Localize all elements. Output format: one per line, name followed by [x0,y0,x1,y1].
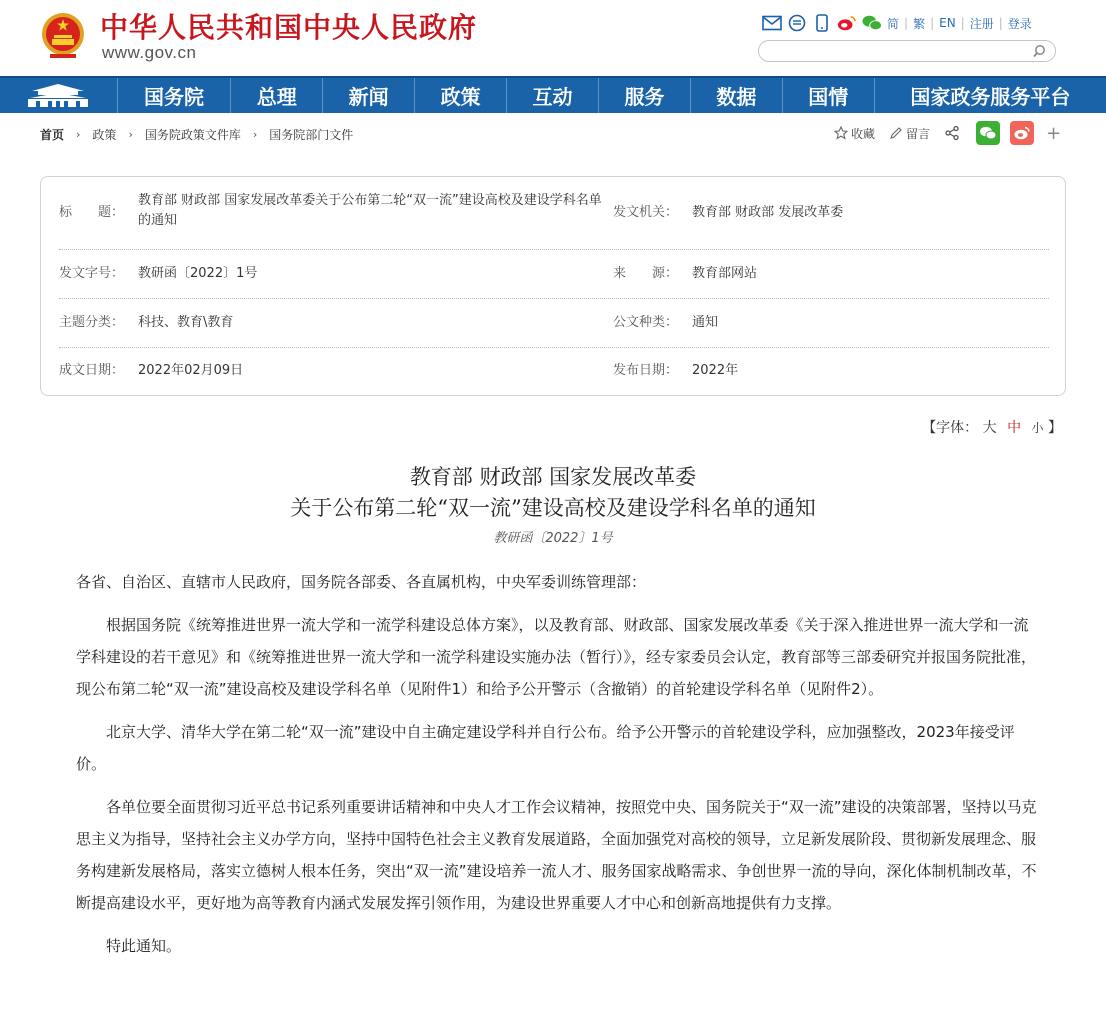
created-date-value: 2022年02月09日 [138,363,244,378]
share-wechat-button[interactable] [976,121,1000,145]
nav-item-interaction[interactable]: 互动 [507,78,599,113]
weibo-icon[interactable] [837,13,857,33]
chevron-right-icon: › [252,127,258,141]
wechat-icon [979,126,997,140]
register-link[interactable]: 注册 [969,16,994,31]
article-paragraph: 各单位要全面贯彻习近平总书记系列重要讲话精神和中央人才工作会议精神，按照党中央、国务院关于“双一流”建设的决策部署，坚持以马克思主义为指导，坚持社会主义办学方向，坚持中国特色社会主义教育发展道路，全面加强党对高校的领导，立足新发展阶段、贯彻新发展理念、服务构建新发展格局，落实立德树人根本任务，突出“双一流”建设培养一流人才、服务国家战略需求、争创世界一流的导向，深化体制机制改革，不断提高建设水平，更好地为高等教育内涵式发展发挥引领作用，为建设世界重要人才中心和创新高地提供有力支撑。 [76,798,1037,912]
favorite-label: 收藏 [851,126,876,141]
share-button[interactable] [944,125,960,141]
nav-item-data[interactable]: 数据 [691,78,783,113]
docno-value: 教研函〔2022〕1号 [138,266,258,281]
pencil-icon [889,126,903,140]
font-size-medium[interactable]: 中 [1007,420,1022,436]
share-weibo-button[interactable] [1010,121,1034,145]
breadcrumb-policy-library[interactable]: 国务院政策文件库 [144,127,241,142]
title-value: 教育部 财政部 国家发展改革委关于公布第二轮“双一流”建设高校及建设学科名单的通知 [138,193,602,228]
nav-home-logo[interactable] [0,78,118,113]
published-date-label: 发布日期： [613,363,679,378]
article-title-line1: 教育部 财政部 国家发展改革委 [409,465,697,489]
info-row-docno [59,249,1049,299]
article-paragraph-salutation: 各省、自治区、直辖市人民政府，国务院各部委、各直属机构，中央军委训练管理部： [76,573,647,591]
topic-value: 科技、教育\教育 [138,315,234,330]
title-label: 标 题： [59,205,125,220]
type-label: 公文种类： [613,315,679,330]
top-links: 简 | 繁 | EN | 注册 | 登录 [762,11,1032,35]
nav-item-state-council[interactable]: 国务院 [118,78,232,113]
site-url: www.gov.cn [102,43,197,62]
article-paragraph: 北京大学、清华大学在第二轮“双一流”建设中自主确定建设学科并自行公布。给予公开警示的首轮建设学科，应加强整改，2023年接受评价。 [76,723,1015,773]
chevron-right-icon: › [128,127,133,141]
login-link[interactable]: 登录 [1007,16,1032,31]
share-tools [834,120,1061,146]
chevron-right-icon: › [76,127,81,141]
wechat-icon[interactable] [862,13,882,33]
article-body [76,566,1042,973]
nav-item-services[interactable]: 服务 [599,78,691,113]
font-size-prefix: 【字体： [922,420,979,436]
topic-label: 主题分类： [59,315,125,330]
more-share-button[interactable]: + [1046,122,1062,144]
article-doc-number: 教研函〔2022〕1号 [493,531,613,546]
font-size-control [922,417,1062,437]
national-emblem-icon[interactable] [40,10,86,60]
nav-item-gov-service-platform[interactable]: 国家政务服务平台 [910,85,1071,109]
font-size-small[interactable]: 小 [1031,421,1044,435]
weibo-icon [1013,126,1031,140]
nav-item-premier[interactable]: 总理 [231,78,323,113]
docno-label: 发文字号： [59,266,125,281]
breadcrumb [40,125,353,143]
font-size-suffix: 】 [1048,420,1062,436]
type-value: 通知 [692,315,719,330]
issuer-value: 教育部 财政部 发展改革委 [692,205,844,220]
mail-icon[interactable] [762,13,782,33]
info-row-dates [59,347,1049,395]
breadcrumb-policy[interactable]: 政策 [92,127,117,142]
breadcrumb-home[interactable]: 首页 [40,127,65,142]
favorite-button[interactable] [834,125,875,142]
main-nav [0,76,1106,113]
rss-icon[interactable] [787,13,807,33]
share-icon [944,125,960,141]
lang-english[interactable]: EN [939,16,956,30]
article-paragraph-closing: 特此通知。 [106,937,182,955]
source-label: 来 源： [613,266,679,281]
breadcrumb-department-docs[interactable]: 国务院部门文件 [269,127,354,142]
document-info-box [40,176,1066,396]
source-value: 教育部网站 [692,266,758,281]
published-date-value: 2022年 [692,363,739,378]
tiananmen-icon [26,83,90,109]
article-title-line2: 关于公布第二轮“双一流”建设高校及建设学科名单的通知 [290,496,816,520]
star-icon [834,126,848,140]
info-row-title [59,177,1049,250]
created-date-label: 成文日期： [59,363,125,378]
lang-simplified[interactable]: 简 [887,16,900,31]
search-box [758,40,1056,62]
info-row-topic [59,298,1049,348]
font-size-large[interactable]: 大 [982,420,997,436]
issuer-label: 发文机关： [613,205,679,220]
comment-label: 留言 [906,126,931,141]
search-icon[interactable] [1031,43,1047,59]
comment-button[interactable] [889,125,930,142]
nav-item-national-info[interactable]: 国情 [783,78,875,113]
nav-item-policy[interactable]: 政策 [415,78,507,113]
lang-traditional[interactable]: 繁 [913,16,926,31]
article-paragraph: 根据国务院《统筹推进世界一流大学和一流学科建设总体方案》，以及教育部、财政部、国家发展改革委《关于深入推进世界一流大学和一流学科建设的若干意见》和《统筹推进世界一流大学和一流学科建设实施办法（暂行）》，经专家委员会认定，教育部等三部委研究并报国务院批准，现公布第二轮“双一流”建设高校及建设学科名单（见附件1）和给予公开警示（含撤销）的首轮建设学科名单（见附件2）。 [76,616,1037,698]
site-header [0,0,1106,76]
mobile-icon[interactable] [812,13,832,33]
nav-item-news[interactable]: 新闻 [323,78,415,113]
search-input[interactable] [769,42,1031,61]
site-title[interactable]: 中华人民共和国中央人民政府 [100,11,478,44]
